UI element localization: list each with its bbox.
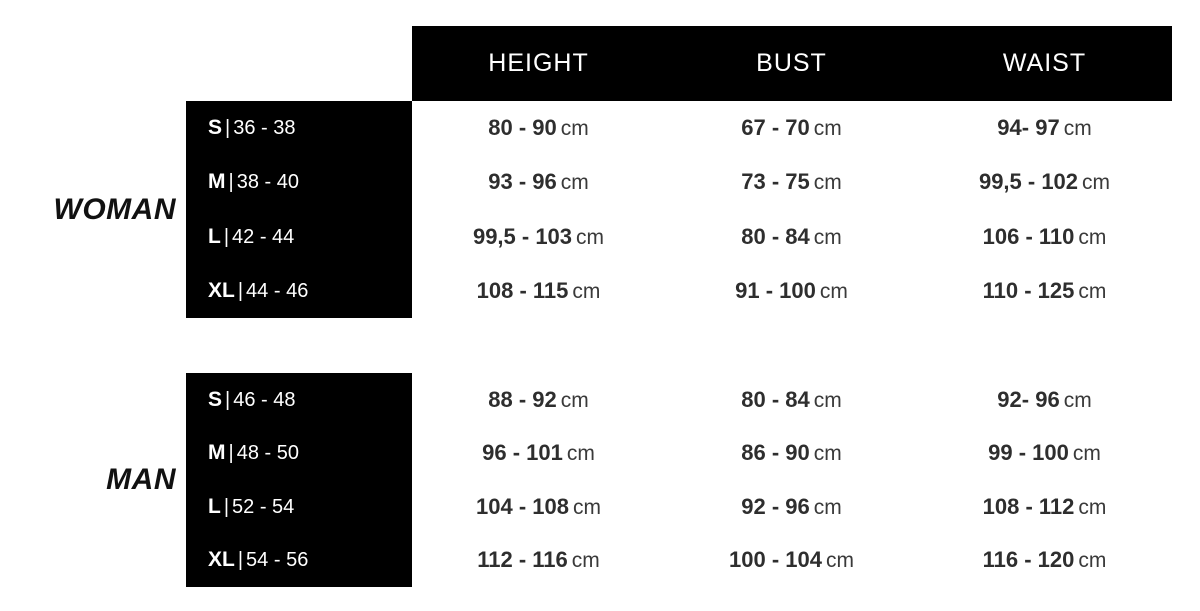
size-cell (186, 548, 412, 572)
cell-value: 104 - 108 (476, 493, 569, 519)
cell-value: 88 - 92 (488, 386, 557, 412)
rows-man (186, 373, 1200, 587)
cell-waist (918, 440, 1171, 466)
size-separator: | (223, 495, 230, 518)
size-code: XL (208, 278, 235, 302)
column-header-height: HEIGHT (488, 49, 589, 77)
size-separator: | (237, 279, 244, 302)
cell-unit: cm (1063, 388, 1092, 412)
cell-value: 116 - 120 (982, 547, 1075, 573)
cell-unit: cm (813, 117, 842, 141)
cell-bust (665, 494, 918, 520)
cell-unit: cm (571, 549, 600, 573)
size-range: 54 - 56 (246, 549, 309, 572)
size-cell (186, 495, 412, 519)
size-range: 42 - 44 (232, 225, 295, 248)
cell-value: 99,5 - 103 (472, 223, 573, 249)
table-row (186, 264, 1200, 318)
size-cell (186, 279, 412, 303)
cell-unit: cm (1063, 117, 1092, 141)
cell-unit: cm (1072, 442, 1101, 466)
size-cell (186, 441, 412, 465)
size-separator: | (228, 171, 234, 194)
table-row (186, 373, 1200, 427)
cell-unit: cm (1078, 549, 1107, 573)
cell-bust (665, 387, 918, 413)
cell-unit: cm (813, 171, 842, 195)
size-cell (186, 116, 412, 140)
cell-unit: cm (572, 495, 601, 519)
cell-value: 92 - 96 (741, 493, 810, 519)
cell-bust (665, 224, 918, 250)
cell-unit: cm (560, 171, 589, 195)
size-range: 46 - 48 (233, 388, 296, 411)
cell-value: 99 - 100 (988, 440, 1069, 466)
size-range: 52 - 54 (232, 495, 295, 518)
size-code: L (208, 494, 221, 518)
cell-waist (918, 115, 1171, 141)
size-code: XL (208, 548, 235, 572)
cell-waist (918, 494, 1171, 520)
cell-value: 93 - 96 (488, 169, 557, 195)
table-row (186, 534, 1200, 588)
cell-value: 80 - 90 (488, 115, 557, 141)
cell-unit: cm (819, 279, 848, 303)
group-label-man: MAN (106, 463, 176, 496)
cell-bust (665, 115, 918, 141)
size-separator: | (228, 442, 234, 465)
cell-waist (918, 169, 1171, 195)
cell-value: 106 - 110 (982, 223, 1075, 249)
size-range: 48 - 50 (236, 442, 299, 465)
cell-value: 80 - 84 (741, 223, 810, 249)
cell-waist (918, 278, 1171, 304)
cell-value: 91 - 100 (735, 277, 816, 303)
rows-woman (186, 101, 1200, 318)
cell-unit: cm (813, 225, 842, 249)
cell-height (412, 440, 665, 466)
cell-height (412, 224, 665, 250)
cell-height (412, 387, 665, 413)
cell-bust (665, 278, 918, 304)
cell-height (412, 547, 665, 573)
group-man (0, 373, 1200, 587)
size-range: 38 - 40 (236, 171, 299, 194)
size-separator: | (225, 388, 231, 411)
size-code: S (208, 116, 223, 140)
cell-unit: cm (566, 442, 595, 466)
cell-value: 94- 97 (997, 115, 1060, 141)
cell-waist (918, 547, 1171, 573)
cell-height (412, 169, 665, 195)
cell-unit: cm (813, 442, 842, 466)
cell-value: 108 - 115 (476, 277, 569, 303)
size-separator: | (225, 117, 231, 140)
cell-unit: cm (576, 225, 605, 249)
cell-unit: cm (572, 279, 601, 303)
cell-value: 99,5 - 102 (978, 169, 1079, 195)
cell-value: 110 - 125 (982, 277, 1075, 303)
cell-value: 92- 96 (997, 386, 1060, 412)
cell-unit: cm (813, 495, 842, 519)
cell-value: 67 - 70 (741, 115, 810, 141)
size-cell (186, 225, 412, 249)
table-row (186, 101, 1200, 155)
size-code: M (208, 441, 226, 465)
table-row (186, 210, 1200, 264)
table-row (186, 155, 1200, 209)
cell-unit: cm (560, 388, 589, 412)
size-cell (186, 388, 412, 412)
cell-value: 112 - 116 (477, 547, 568, 573)
cell-value: 80 - 84 (741, 386, 810, 412)
group-woman (0, 101, 1200, 318)
cell-height (412, 115, 665, 141)
size-code: M (208, 170, 226, 194)
size-separator: | (237, 549, 244, 572)
cell-waist (918, 224, 1171, 250)
cell-value: 108 - 112 (982, 493, 1075, 519)
table-row (186, 480, 1200, 534)
size-cell (186, 170, 412, 194)
cell-unit: cm (813, 388, 842, 412)
cell-value: 96 - 101 (482, 440, 563, 466)
cell-value: 86 - 90 (741, 440, 810, 466)
group-label-woman: WOMAN (53, 192, 176, 226)
size-separator: | (223, 225, 230, 248)
cell-value: 100 - 104 (729, 547, 822, 573)
cell-unit: cm (1078, 495, 1107, 519)
size-range: 36 - 38 (233, 117, 296, 140)
column-header-bust: BUST (756, 49, 827, 77)
cell-unit: cm (560, 117, 589, 141)
cell-unit: cm (1078, 279, 1107, 303)
cell-value: 73 - 75 (741, 169, 810, 195)
cell-bust (665, 169, 918, 195)
cell-bust (665, 440, 918, 466)
size-code: L (208, 224, 221, 248)
cell-unit: cm (825, 549, 854, 573)
column-header-waist: WAIST (1002, 49, 1087, 77)
cell-unit: cm (1078, 225, 1107, 249)
cell-waist (918, 387, 1171, 413)
cell-height (412, 494, 665, 520)
cell-bust (665, 547, 918, 573)
table-row (186, 427, 1200, 481)
size-code: S (208, 387, 223, 411)
table-header-row (412, 26, 1172, 101)
size-range: 44 - 46 (246, 279, 309, 302)
cell-height (412, 278, 665, 304)
cell-unit: cm (1082, 171, 1111, 195)
